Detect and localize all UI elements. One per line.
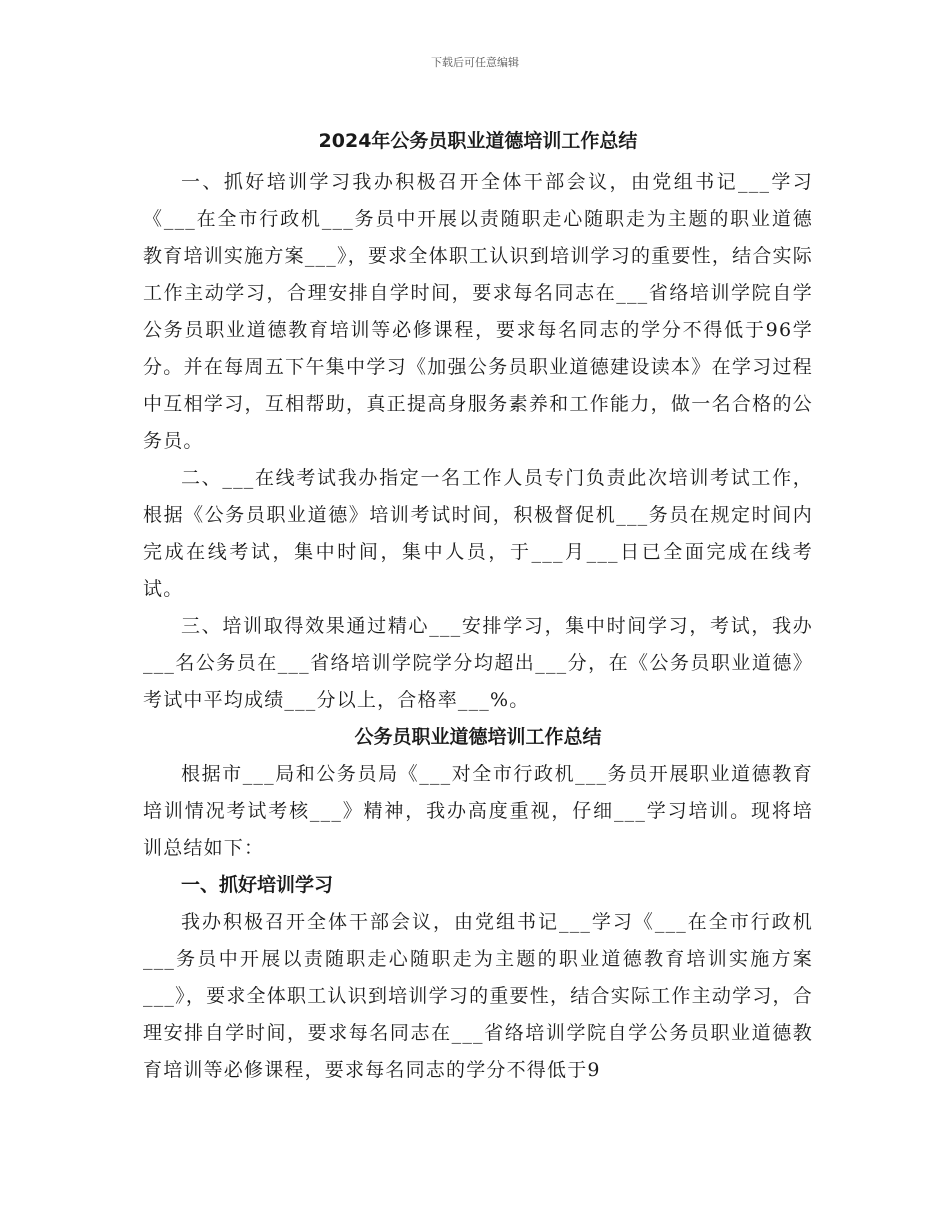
section-heading-1: 一、抓好培训学习 xyxy=(181,874,334,896)
header-note: 下载后可任意编辑 xyxy=(431,56,519,69)
paragraph-3: 三、培训取得效果通过精心___安排学习，集中时间学习，考试，我办___名公务员在___省络培训学院学分均超出___分，在《公务员职业道德》考试中平均成绩___分以上，合格率___%。 xyxy=(143,615,813,711)
intro-paragraph: 根据市___局和公务员局《___对全市行政机___务员开展职业道德教育培训情况考试考核___》精神，我办高度重视，仔细___学习培训。现将培训总结如下： xyxy=(143,763,813,859)
paragraph-1: 一、抓好培训学习我办积极召开全体干部会议，由党组书记___学习《___在全市行政机___务员中开展以责随职走心随职走为主题的职业道德教育培训实施方案___》，要求全体职工认识到培训学习的重要性，结合实际工作主动学习，合理安排自学时间，要求每名同志在___省络培训学院自学公务员职业道德教育培训等必修课程，要求每名同志的学分不得低于96学分。并在每周五下午集中学习《加强公务员职业道德建设读本》在学习过程中互相学习，互相帮助，真正提高身服务素养和工作能力，做一名合格的公务员。 xyxy=(143,171,813,452)
document-body xyxy=(143,118,813,1089)
paragraph-2: 二、___在线考试我办指定一名工作人员专门负责此次培训考试工作，根据《公务员职业道德》培训考试时间，积极督促机___务员在规定时间内完成在线考试，集中时间，集中人员，于___月___日已全面完成在线考试。 xyxy=(143,467,813,600)
second-document-title: 公务员职业道德培训工作总结 xyxy=(354,726,602,748)
document-title: 2024年公务员职业道德培训工作总结 xyxy=(318,130,638,152)
section-1-paragraph: 我办积极召开全体干部会议，由党组书记___学习《___在全市行政机___务员中开展以责随职走心随职走为主题的职业道德教育培训实施方案___》，要求全体职工认识到培训学习的重要性，结合实际工作主动学习，合理安排自学时间，要求每名同志在___省络培训学院自学公务员职业道德教育培训等必修课程，要求每名同志的学分不得低于9 xyxy=(143,911,813,1081)
